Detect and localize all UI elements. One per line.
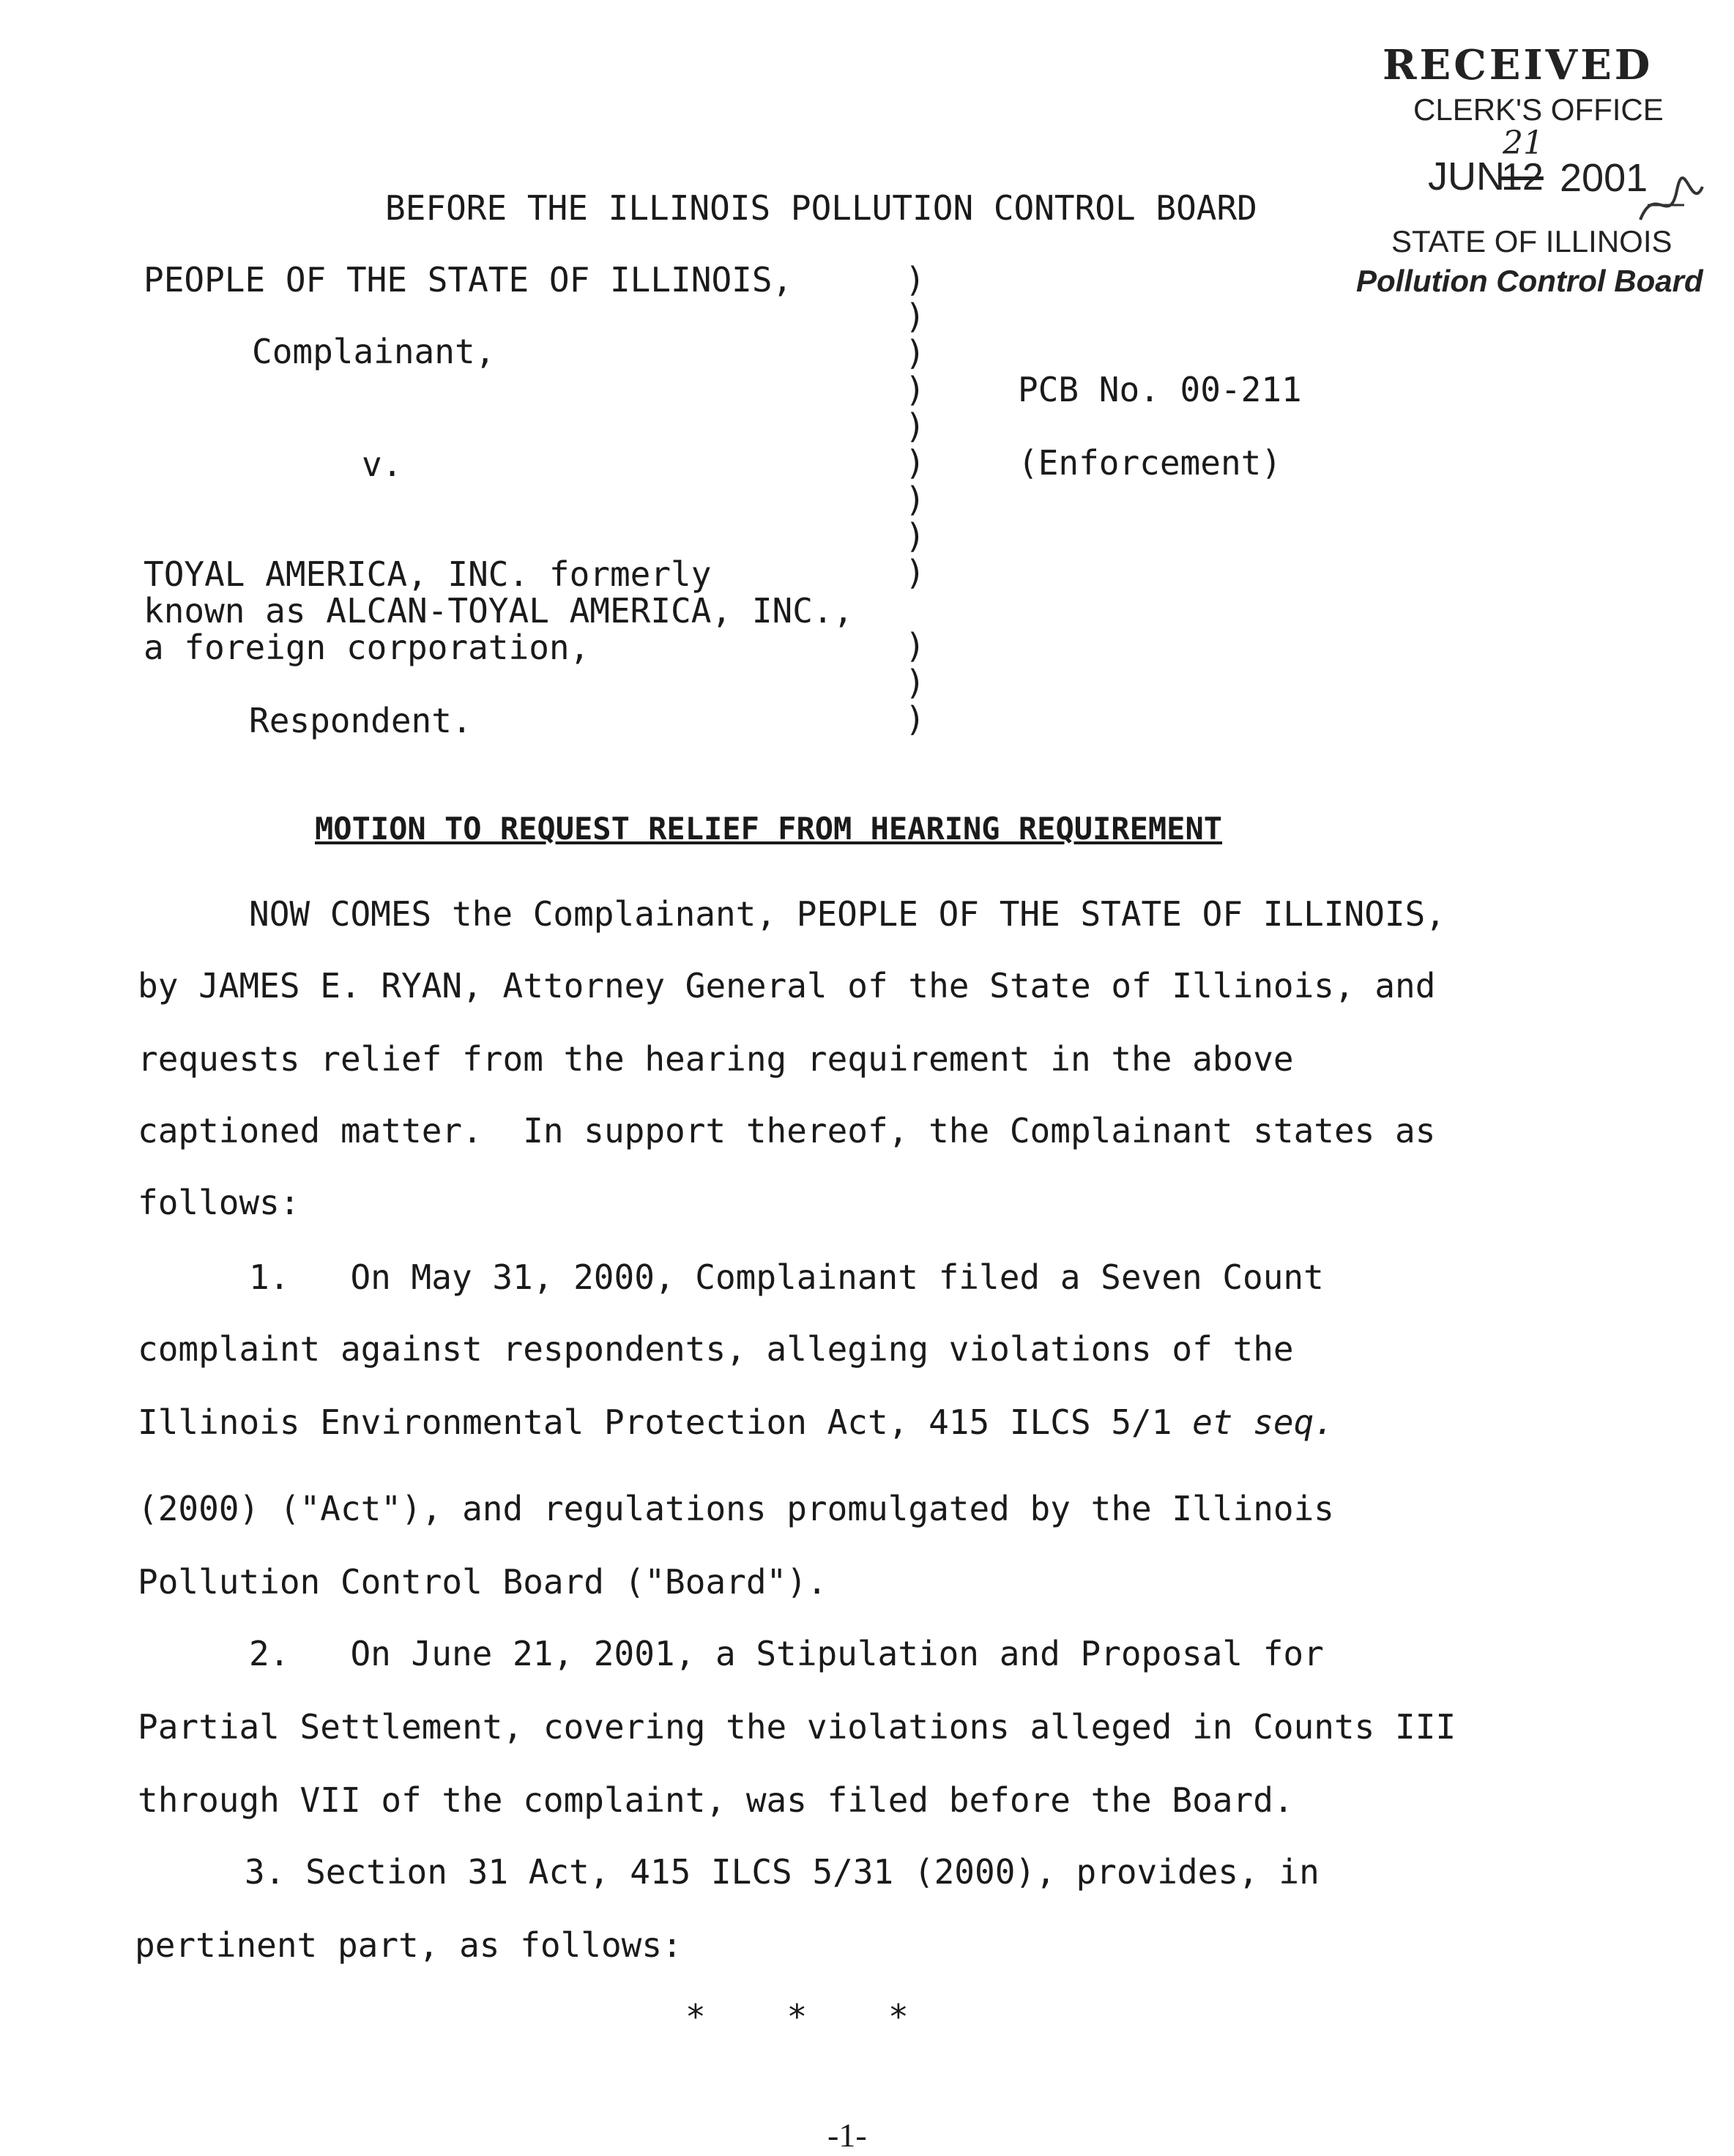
stamp-received: RECEIVED [1383,41,1653,89]
paragraph-1-line: (2000) ("Act"), and regulations promulgated by the Illinois [138,1489,1334,1528]
motion-title: MOTION TO REQUEST RELIEF FROM HEARING REQUIREMENT [315,811,1223,847]
stamp-month: JUN [1428,155,1505,198]
paragraph-1-line [138,1403,1334,1441]
plaintiff-role: Complainant, [252,332,496,371]
stamp-day-new: 21 [1503,124,1544,162]
paren: ) [905,260,926,300]
stamp-clerks-office: CLERK'S OFFICE [1413,92,1664,127]
paragraph-3-line: pertinent part, as follows: [135,1925,682,1965]
paragraph-1-line: Pollution Control Board ("Board"). [138,1562,827,1602]
intro-line: NOW COMES the Complainant, PEOPLE OF THE STATE OF ILLINOIS, [249,894,1445,934]
paren: ) [905,370,926,409]
paragraph-1-text: Illinois Environmental Protection Act, 415 ILCS 5/1 [138,1402,1193,1442]
stamp-board: Pollution Control Board [1356,264,1703,298]
paren: ) [905,297,926,336]
paren: ) [905,553,926,592]
intro-line: captioned matter. In support thereof, the Complainant states as [138,1111,1436,1151]
board-title: BEFORE THE ILLINOIS POLLUTION CONTROL BOARD [385,188,1257,228]
et-seq-italic: et seq. [1192,1402,1334,1442]
defendant-line-2: known as ALCAN-TOYAL AMERICA, INC., [144,591,854,631]
asterisk-separator: * * * [685,1997,909,2037]
stamp-year: 2001 [1560,156,1648,200]
page-number: -1- [827,2116,867,2154]
initials-scribble-icon [1633,176,1706,234]
paren: ) [905,443,926,483]
defendant-line-3: a foreign corporation, [144,628,590,667]
intro-line: follows: [138,1183,300,1222]
defendant-line-1: TOYAL AMERICA, INC. formerly [144,554,712,594]
stamp-day-struck: 12 [1501,156,1544,198]
paragraph-1-line: complaint against respondents, alleging violations of the [138,1329,1294,1369]
paragraph-2-line: through VII of the complaint, was filed before the Board. [138,1780,1294,1820]
case-number: PCB No. 00-211 [1018,370,1302,409]
paren: ) [905,333,926,373]
versus: v. [362,445,403,484]
paren: ) [905,626,926,666]
paren: ) [905,699,926,739]
intro-line: requests relief from the hearing requirement in the above [138,1039,1294,1079]
paren: ) [905,516,926,556]
paren: ) [905,480,926,519]
paragraph-2-line: Partial Settlement, covering the violations alleged in Counts III [138,1707,1456,1747]
paragraph-2-line: 2. On June 21, 2001, a Stipulation and Proposal for [249,1634,1324,1673]
intro-line: by JAMES E. RYAN, Attorney General of the State of Illinois, and [138,966,1436,1005]
case-type: (Enforcement) [1018,443,1282,483]
stamp-state: STATE OF ILLINOIS [1391,224,1672,259]
paragraph-3-line: 3. Section 31 Act, 415 ILCS 5/31 (2000), provides, in [245,1852,1320,1892]
defendant-role: Respondent. [249,701,472,740]
paragraph-1-line: 1. On May 31, 2000, Complainant filed a Seven Count [249,1257,1324,1297]
paren: ) [905,406,926,446]
paren: ) [905,663,926,702]
plaintiff-name: PEOPLE OF THE STATE OF ILLINOIS, [144,260,793,300]
